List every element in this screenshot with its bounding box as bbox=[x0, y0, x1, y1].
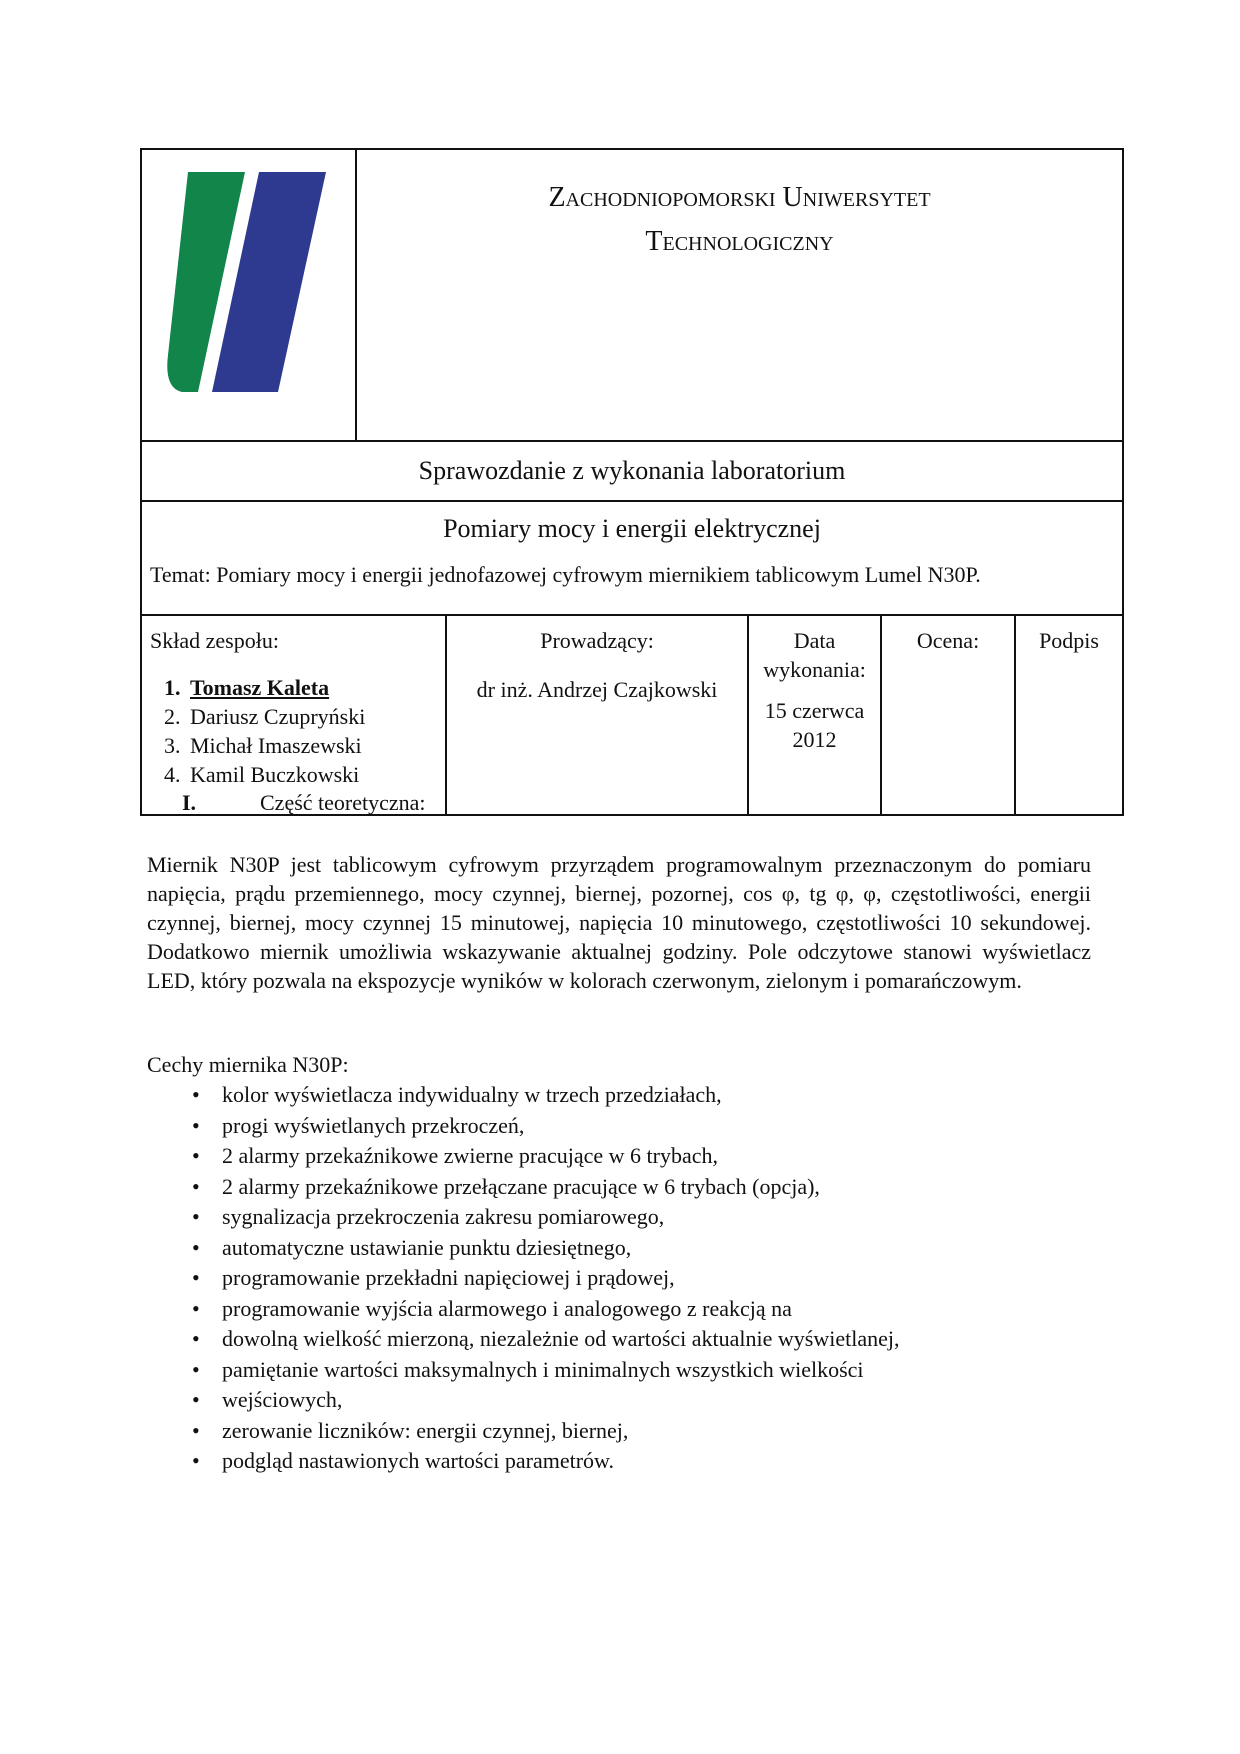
intro-paragraph: Miernik N30P jest tablicowym cyfrowym przyrządem programowalnym przeznaczonym do pomiaru napięcia, prądu przemiennego, mocy czynnej, biernej, pozornej, cos φ, tg φ, φ, częstotliwości, energii czynnej, biernej, mocy czynnej 15 minutowej, napięcia 10 minutowego, częstotliwości 10 sekundowej. Dodatkowo miernik umożliwia wskazywanie aktualnej godziny. Pole odczytowe stanowi wyświetlacz LED, który pozwala na ekspozycje wyników w kolorach czerwonym, zielonym i pomarańczowym. bbox=[147, 852, 1091, 993]
feature-item: • sygnalizacja przekroczenia zakresu pomiarowego, bbox=[192, 1202, 992, 1233]
feature-item: • wejściowych, bbox=[192, 1385, 992, 1416]
features-title: Cechy miernika N30P: bbox=[147, 1052, 349, 1077]
team-cell bbox=[141, 615, 446, 815]
grade-cell bbox=[881, 615, 1015, 815]
team-label: Skład zespołu: bbox=[150, 628, 279, 653]
feature-item: • pamiętanie wartości maksymalnych i minimalnych wszystkich wielkości bbox=[192, 1355, 992, 1386]
team-member: 4. Kamil Buczkowski bbox=[186, 760, 437, 789]
signature-cell bbox=[1015, 615, 1123, 815]
university-logo-icon bbox=[142, 150, 355, 435]
university-name bbox=[356, 149, 1123, 441]
team-list bbox=[150, 673, 437, 789]
feature-item: • automatyczne ustawianie punktu dziesiętnego, bbox=[192, 1233, 992, 1264]
instructor-label: Prowadzący: bbox=[540, 628, 654, 653]
feature-item: • programowanie wyjścia alarmowego i analogowego z reakcją na bbox=[192, 1294, 992, 1325]
instructor-name: dr inż. Andrzej Czajkowski bbox=[476, 677, 718, 702]
feature-item: • kolor wyświetlacza indywidualny w trzech przedziałach, bbox=[192, 1080, 992, 1111]
signature-label: Podpis bbox=[1039, 628, 1099, 653]
logo-cell bbox=[141, 149, 356, 441]
topic-cell bbox=[141, 501, 1123, 615]
team-member: 2. Dariusz Czupryński bbox=[186, 702, 437, 731]
feature-item: • progi wyświetlanych przekroczeń, bbox=[192, 1111, 992, 1142]
university-line-1: Zachodniopomorski Uniwersytet bbox=[548, 182, 931, 213]
instructor-cell bbox=[446, 615, 748, 815]
header-table bbox=[140, 148, 1124, 816]
feature-item: • podgląd nastawionych wartości parametrów. bbox=[192, 1446, 992, 1477]
date-cell bbox=[748, 615, 881, 815]
features-list bbox=[192, 1080, 992, 1477]
section-number: I. bbox=[182, 790, 197, 815]
date-label: Data wykonania: bbox=[763, 628, 866, 682]
university-line-2: Technologiczny bbox=[645, 226, 834, 257]
report-subtitle: Sprawozdanie z wykonania laboratorium bbox=[141, 441, 1123, 501]
feature-item: • zerowanie liczników: energii czynnej, biernej, bbox=[192, 1416, 992, 1447]
section-heading bbox=[182, 790, 426, 816]
grade-label: Ocena: bbox=[916, 628, 980, 653]
team-member: 1. Tomasz Kaleta bbox=[186, 673, 437, 702]
feature-item: • dowolną wielkość mierzoną, niezależnie od wartości aktualnie wyświetlanej, bbox=[192, 1324, 992, 1355]
report-title: Pomiary mocy i energii elektrycznej bbox=[443, 514, 821, 543]
feature-item: • programowanie przekładni napięciowej i prądowej, bbox=[192, 1263, 992, 1294]
section-title: Część teoretyczna: bbox=[260, 790, 426, 815]
team-member: 3. Michał Imaszewski bbox=[186, 731, 437, 760]
date-value: 15 czerwca 2012 bbox=[764, 698, 865, 752]
feature-item: • 2 alarmy przekaźnikowe zwierne pracujące w 6 trybach, bbox=[192, 1141, 992, 1172]
report-topic: Temat: Pomiary mocy i energii jednofazowej cyfrowym miernikiem tablicowym Lumel N30P. bbox=[150, 562, 981, 587]
feature-item: • 2 alarmy przekaźnikowe przełączane pracujące w 6 trybach (opcja), bbox=[192, 1172, 992, 1203]
